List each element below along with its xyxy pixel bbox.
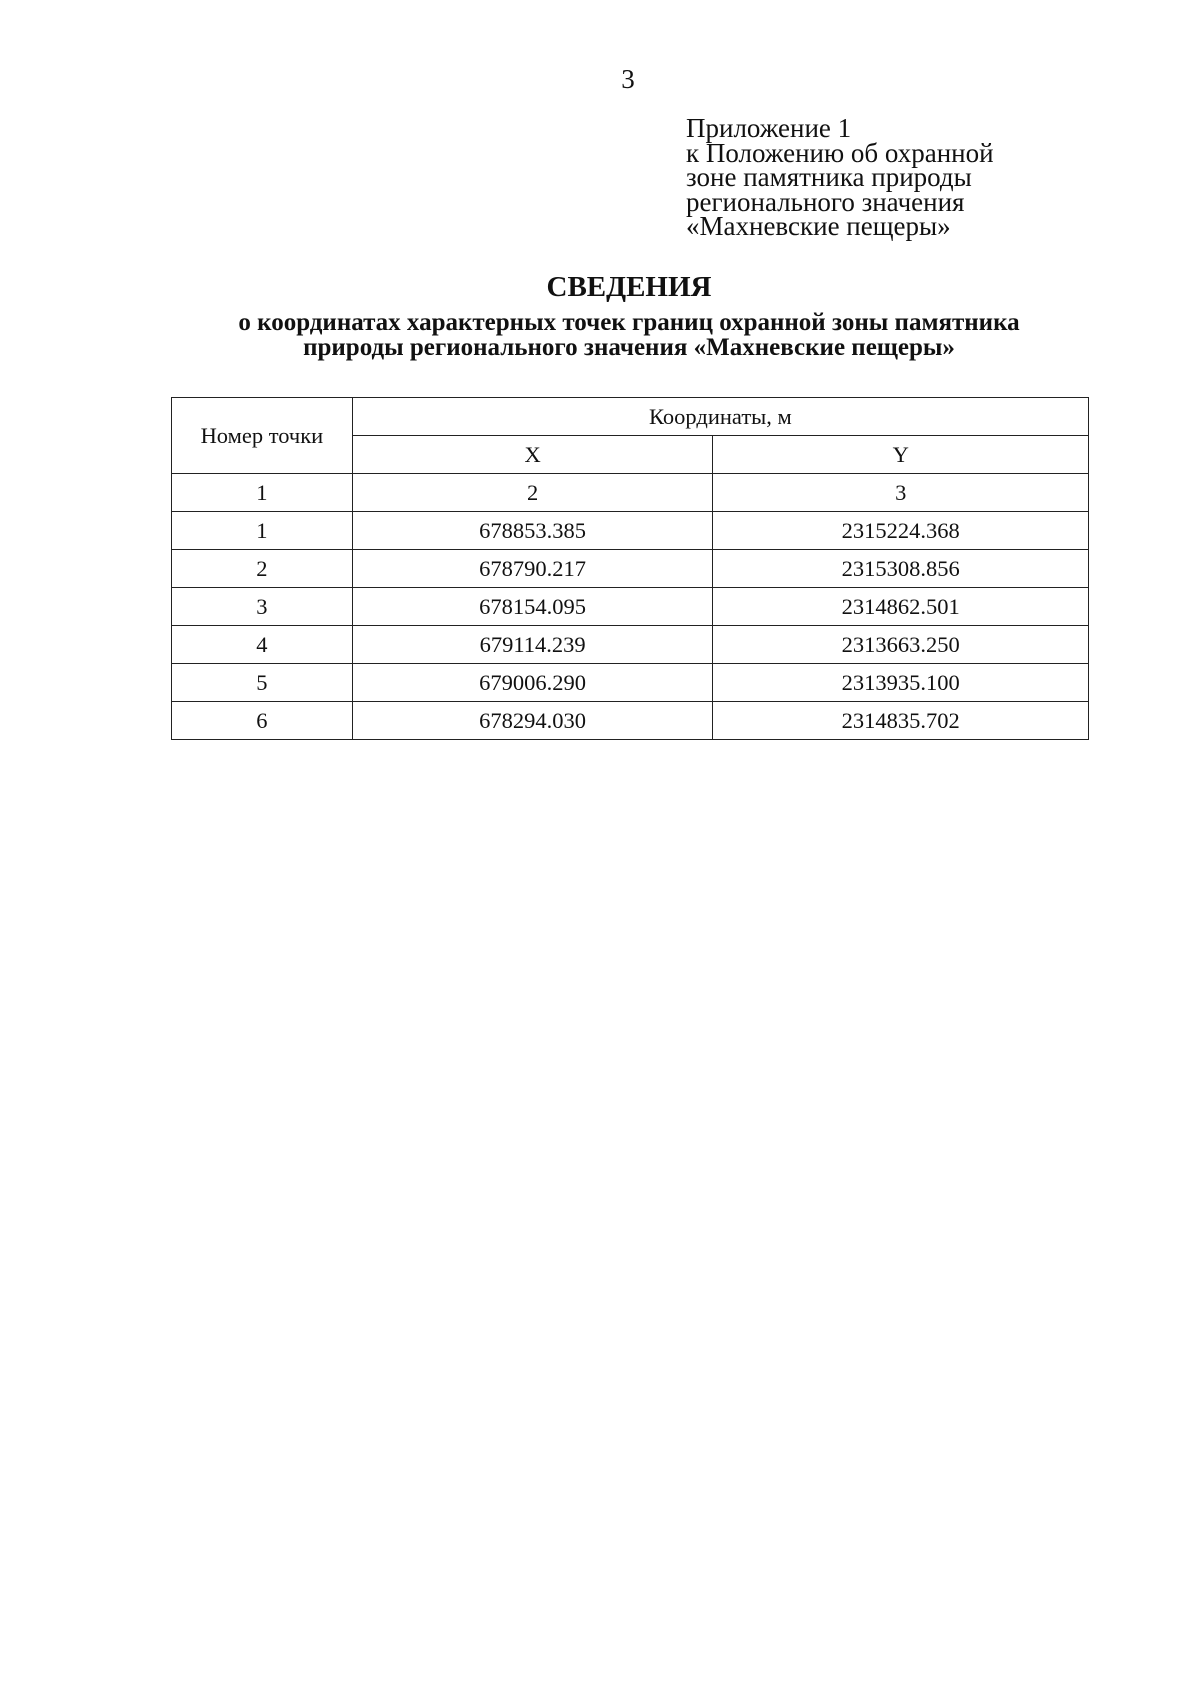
y-coordinate-cell: 2313935.100 (713, 664, 1089, 702)
appendix-line: к Положению об охранной (686, 137, 994, 168)
point-number-cell: 3 (172, 588, 353, 626)
header-coordinates: Координаты, м (352, 398, 1088, 436)
page-number: 3 (621, 64, 635, 94)
table-row (172, 588, 1089, 626)
column-number: 1 (172, 474, 353, 512)
document-title: СВЕДЕНИЯ (546, 271, 712, 303)
x-coordinate-cell: 678853.385 (352, 512, 713, 550)
x-coordinate-cell: 678294.030 (352, 702, 713, 740)
column-number-row (172, 474, 1089, 512)
header-y: Y (713, 436, 1089, 474)
x-coordinate-cell: 678154.095 (352, 588, 713, 626)
y-coordinate-cell: 2315224.368 (713, 512, 1089, 550)
document-subtitle (150, 310, 1108, 360)
table-row (172, 664, 1089, 702)
x-coordinate-cell: 678790.217 (352, 550, 713, 588)
table-row (172, 512, 1089, 550)
column-number: 3 (713, 474, 1089, 512)
column-number: 2 (352, 474, 713, 512)
appendix-note (686, 113, 1106, 241)
header-x: X (352, 436, 713, 474)
subtitle-line: природы регионального значения «Махневские пещеры» (303, 334, 955, 361)
point-number-cell: 1 (172, 512, 353, 550)
appendix-line: Приложение 1 (686, 113, 852, 143)
coordinates-table (171, 397, 1089, 740)
header-point-number: Номер точки (172, 398, 353, 474)
point-number-cell: 5 (172, 664, 353, 702)
y-coordinate-cell: 2313663.250 (713, 626, 1089, 664)
x-coordinate-cell: 679006.290 (352, 664, 713, 702)
point-number-cell: 4 (172, 626, 353, 664)
table-row (172, 550, 1089, 588)
appendix-line: регионального значения (686, 186, 965, 217)
appendix-line: «Махневские пещеры» (686, 211, 951, 241)
table-row (172, 626, 1089, 664)
table-header-row (172, 398, 1089, 436)
y-coordinate-cell: 2314862.501 (713, 588, 1089, 626)
x-coordinate-cell: 679114.239 (352, 626, 713, 664)
y-coordinate-cell: 2314835.702 (713, 702, 1089, 740)
y-coordinate-cell: 2315308.856 (713, 550, 1089, 588)
subtitle-line: о координатах характерных точек границ охранной зоны памятника (238, 309, 1020, 336)
point-number-cell: 2 (172, 550, 353, 588)
appendix-line: зоне памятника природы (686, 162, 972, 192)
point-number-cell: 6 (172, 702, 353, 740)
table-row (172, 702, 1089, 740)
